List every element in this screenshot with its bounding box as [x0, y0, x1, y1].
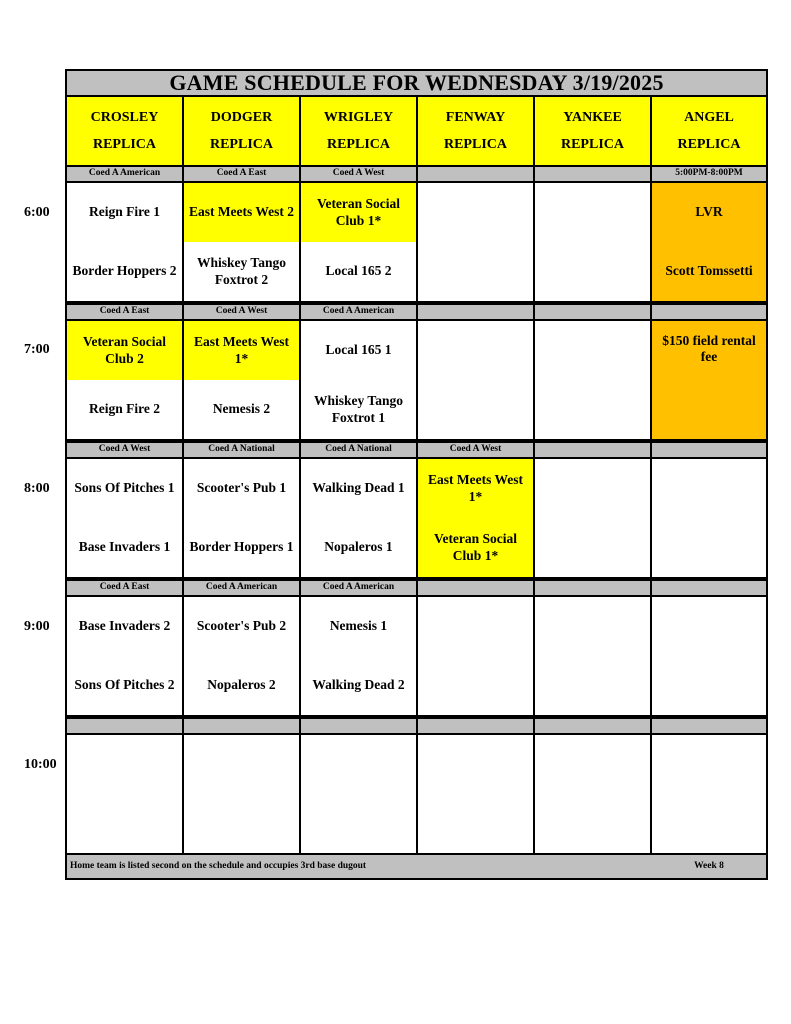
division-label: Coed A East	[67, 305, 182, 319]
footer-note: Home team is listed second on the schedule and occupies 3rd base dugout	[67, 855, 766, 878]
division-label: Coed A American	[67, 167, 182, 181]
division-label	[535, 167, 650, 181]
field-subtitle: REPLICA	[560, 137, 624, 152]
division-label	[301, 719, 416, 733]
game-cell	[535, 242, 650, 301]
game-cell: Base Invaders 2	[67, 597, 182, 656]
game-cell	[184, 735, 299, 794]
game-cell: Border Hoppers 2	[67, 242, 182, 301]
footer-week: Week 8	[694, 860, 724, 871]
division-label: Coed A East	[67, 581, 182, 595]
game-cell	[418, 794, 533, 853]
game-cell: Local 165 2	[301, 242, 416, 301]
game-cell: East Meets West 2	[184, 183, 299, 242]
game-cell	[418, 597, 533, 656]
game-cell	[652, 518, 766, 577]
game-cell: LVR	[652, 183, 766, 242]
game-cell	[535, 183, 650, 242]
schedule-title: GAME SCHEDULE FOR WEDNESDAY 3/19/2025	[67, 71, 766, 95]
game-cell: Veteran Social Club 1*	[418, 518, 533, 577]
game-cell: Nopaleros 2	[184, 656, 299, 715]
game-cell: Walking Dead 2	[301, 656, 416, 715]
game-cell: Nemesis 1	[301, 597, 416, 656]
game-cell: Base Invaders 1	[67, 518, 182, 577]
game-cell: Scooter's Pub 1	[184, 459, 299, 518]
game-cell	[418, 656, 533, 715]
field-header-fenway	[418, 97, 533, 165]
game-cell: Sons Of Pitches 1	[67, 459, 182, 518]
game-cell: Reign Fire 1	[67, 183, 182, 242]
division-label	[184, 719, 299, 733]
game-cell	[535, 459, 650, 518]
time-label: 8:00	[24, 481, 50, 496]
game-cell	[535, 518, 650, 577]
field-name: ANGEL	[684, 109, 734, 125]
division-label: Coed A West	[301, 167, 416, 181]
time-label: 6:00	[24, 205, 50, 220]
division-label	[535, 581, 650, 595]
game-cell: Nemesis 2	[184, 380, 299, 439]
game-cell	[67, 735, 182, 794]
division-label	[652, 443, 766, 457]
game-cell	[652, 656, 766, 715]
division-label	[652, 719, 766, 733]
division-label: 5:00PM-8:00PM	[652, 167, 766, 181]
game-cell	[652, 794, 766, 853]
division-label: Coed A West	[67, 443, 182, 457]
game-cell: East Meets West 1*	[418, 459, 533, 518]
game-cell	[652, 735, 766, 794]
game-cell: Local 165 1	[301, 321, 416, 380]
game-cell	[418, 242, 533, 301]
division-label: Coed A West	[184, 305, 299, 319]
division-label: Coed A East	[184, 167, 299, 181]
division-label	[535, 443, 650, 457]
game-cell: Scooter's Pub 2	[184, 597, 299, 656]
game-cell: East Meets West 1*	[184, 321, 299, 380]
game-cell	[67, 794, 182, 853]
division-label	[535, 305, 650, 319]
division-label: Coed A National	[184, 443, 299, 457]
field-header-crosley	[67, 97, 182, 165]
division-label	[418, 305, 533, 319]
game-cell	[418, 183, 533, 242]
field-subtitle: REPLICA	[92, 137, 156, 152]
game-cell: $150 field rental fee	[652, 321, 766, 439]
time-label: 7:00	[24, 342, 50, 357]
division-label	[67, 719, 182, 733]
division-label	[535, 719, 650, 733]
field-header-yankee	[535, 97, 650, 165]
division-label: Coed A West	[418, 443, 533, 457]
game-cell: Nopaleros 1	[301, 518, 416, 577]
game-cell	[535, 735, 650, 794]
division-label	[652, 305, 766, 319]
field-name: FENWAY	[445, 109, 506, 125]
division-label: Coed A American	[301, 305, 416, 319]
schedule-table	[65, 69, 768, 880]
field-name: CROSLEY	[90, 109, 159, 125]
field-subtitle: REPLICA	[677, 137, 741, 152]
division-label	[418, 167, 533, 181]
field-subtitle: REPLICA	[209, 137, 273, 152]
division-label: Coed A National	[301, 443, 416, 457]
field-header-angel	[652, 97, 766, 165]
field-name: DODGER	[210, 109, 273, 125]
game-cell	[184, 794, 299, 853]
game-cell: Veteran Social Club 2	[67, 321, 182, 380]
game-cell	[418, 321, 533, 380]
game-cell: Whiskey Tango Foxtrot 2	[184, 242, 299, 301]
game-cell: Scott Tomssetti	[652, 242, 766, 301]
division-label: Coed A American	[301, 581, 416, 595]
game-cell: Walking Dead 1	[301, 459, 416, 518]
game-cell: Sons Of Pitches 2	[67, 656, 182, 715]
division-label	[652, 581, 766, 595]
game-cell	[535, 597, 650, 656]
game-cell	[535, 380, 650, 439]
time-label: 10:00	[24, 757, 57, 772]
game-cell	[301, 735, 416, 794]
game-cell	[301, 794, 416, 853]
game-cell: Reign Fire 2	[67, 380, 182, 439]
field-subtitle: REPLICA	[443, 137, 507, 152]
game-cell: Border Hoppers 1	[184, 518, 299, 577]
field-header-dodger	[184, 97, 299, 165]
game-cell: Whiskey Tango Foxtrot 1	[301, 380, 416, 439]
game-cell	[535, 321, 650, 380]
field-name: YANKEE	[563, 109, 622, 125]
field-subtitle: REPLICA	[326, 137, 390, 152]
game-cell	[535, 656, 650, 715]
game-cell	[652, 597, 766, 656]
division-label	[418, 719, 533, 733]
game-cell	[418, 735, 533, 794]
field-header-wrigley	[301, 97, 416, 165]
game-cell: Veteran Social Club 1*	[301, 183, 416, 242]
game-cell	[652, 459, 766, 518]
division-label	[418, 581, 533, 595]
time-label: 9:00	[24, 619, 50, 634]
division-label: Coed A American	[184, 581, 299, 595]
game-cell	[535, 794, 650, 853]
game-cell	[418, 380, 533, 439]
field-name: WRIGLEY	[323, 109, 394, 125]
